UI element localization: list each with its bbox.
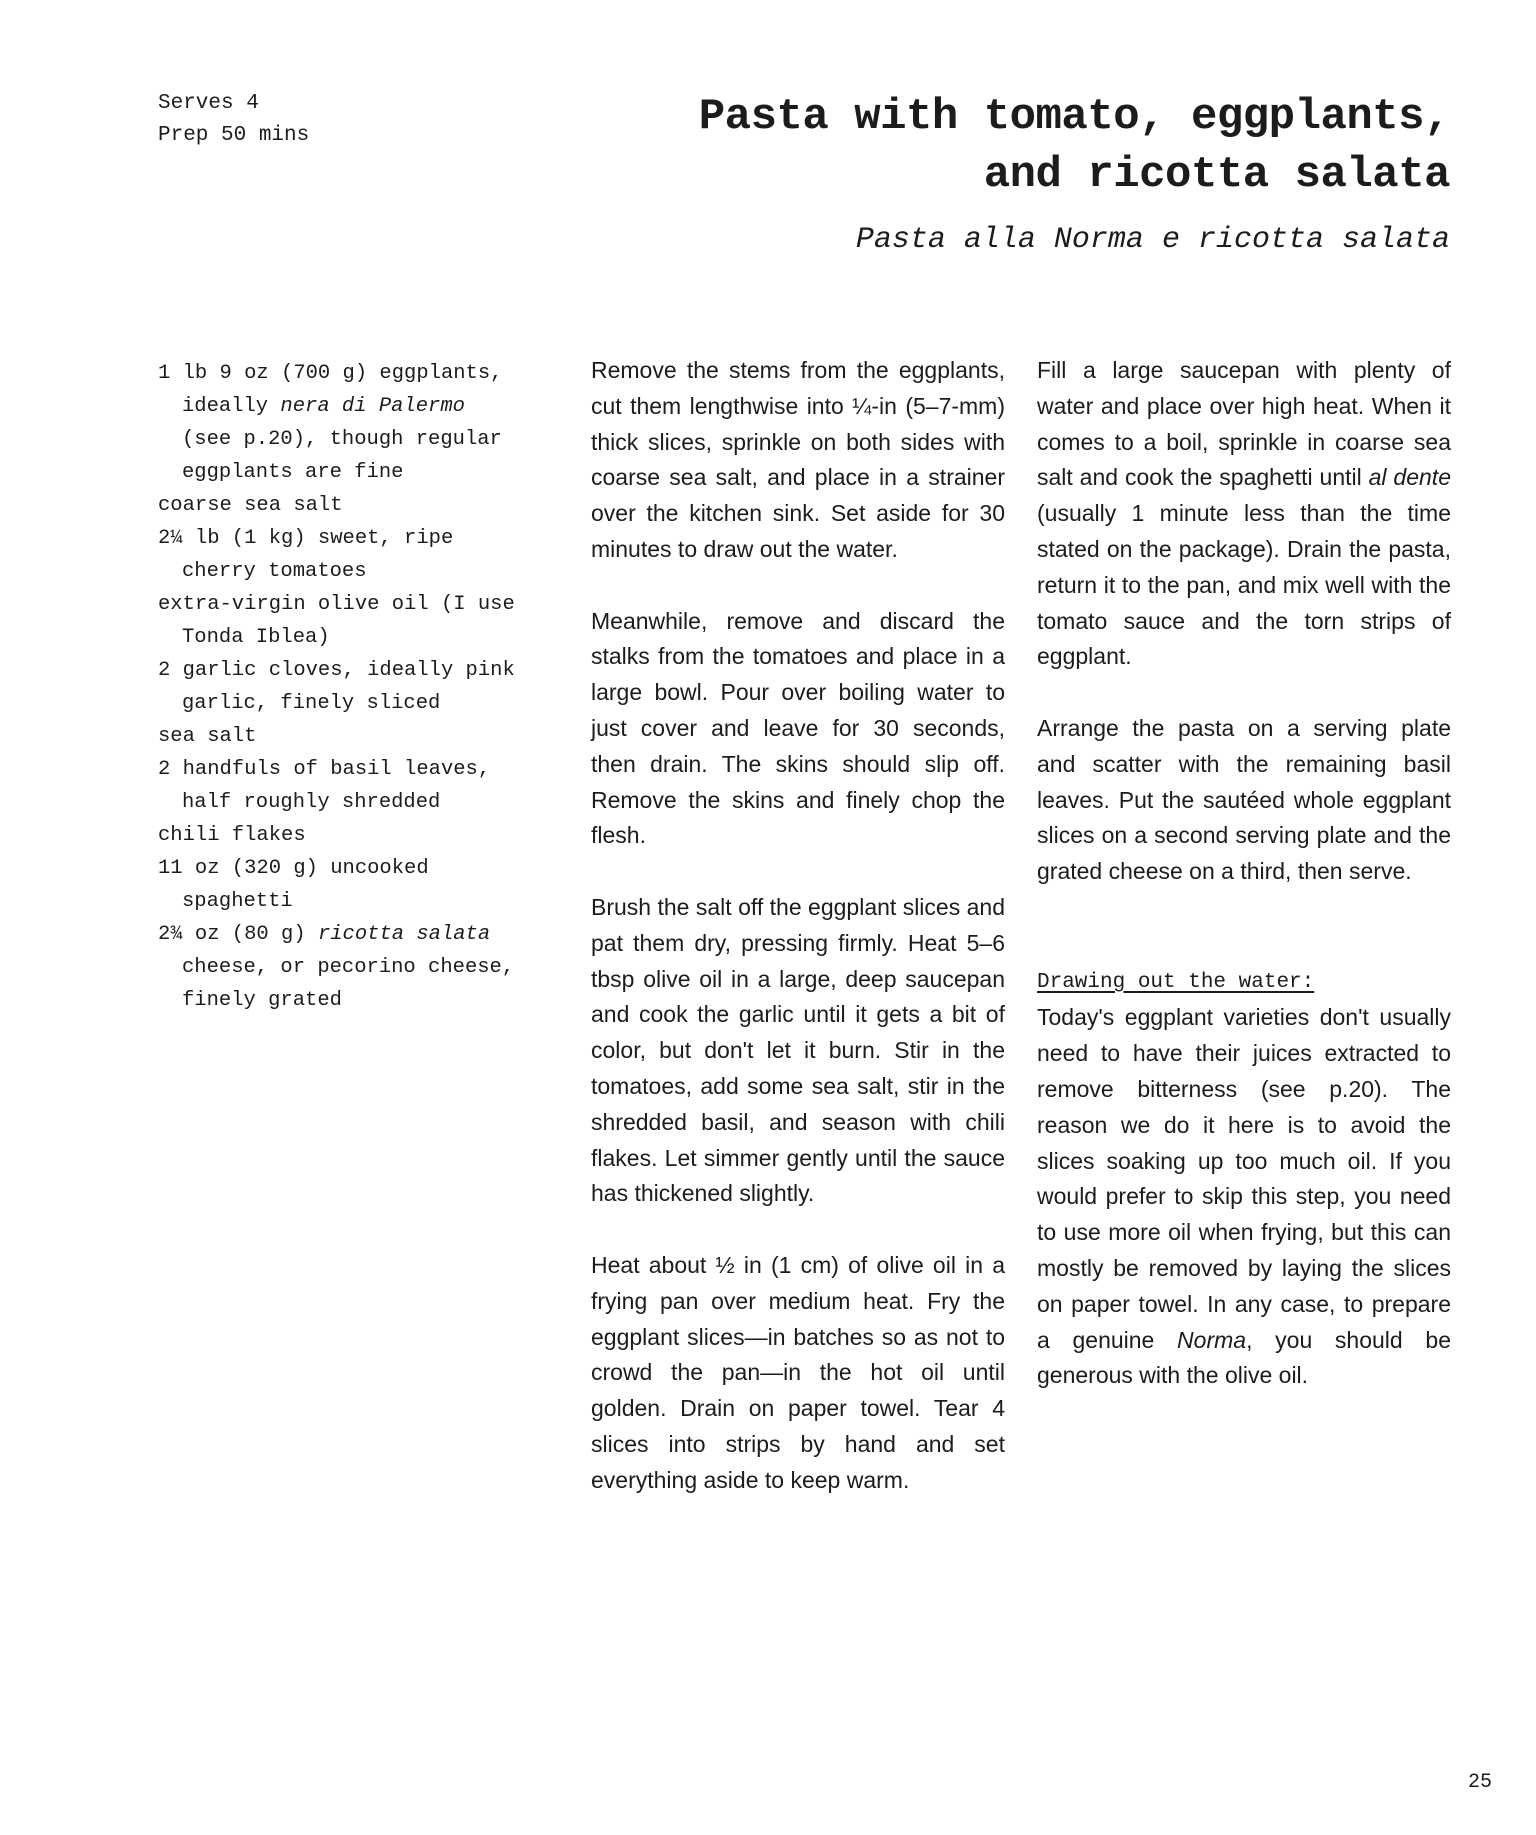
text-run: Heat about ½ in (1 cm) of olive oil in a frying pan over medium heat. Fry the eggplant slices—in batches so as not to crowd the pan—in the hot oil until golden. Drain on paper towel. Tear 4 slices into strips by hand and set everything aside to keep warm.	[591, 1251, 1005, 1493]
ingredient-item	[158, 753, 518, 819]
title-block	[699, 88, 1450, 260]
text-run: 2¼ lb (1 kg) sweet, ripe cherry tomatoes	[158, 527, 454, 583]
recipe-subtitle: Pasta alla Norma e ricotta salata	[855, 223, 1450, 257]
method-column-1	[591, 353, 1005, 1534]
recipe-title	[699, 88, 1450, 204]
text-run: Remove the stems from the eggplants, cut them lengthwise into ¼-in (5–7-mm) thick slices, sprinkle on both sides with coarse sea salt, and place in a strainer over the kitchen sink. Set aside for 30 minutes to draw out the water.	[591, 357, 1005, 562]
text-run: Meanwhile, remove and discard the stalks from the tomatoes and place in a large bowl. Pour over boiling water to just cover and leave for 30 seconds, then drain. The skins should slip off. Remove the skins and finely chop the flesh.	[591, 607, 1005, 849]
text-run: chili flakes	[158, 824, 306, 847]
method-step	[591, 1248, 1005, 1499]
method-step	[591, 890, 1005, 1212]
tip-note	[1037, 962, 1451, 1395]
ingredient-item	[158, 918, 518, 1017]
text-run: extra-virgin olive oil (I use Tonda Iblea)	[158, 593, 515, 649]
text-run: sea salt	[158, 725, 257, 748]
text-run: cheese, or pecorino cheese, finely grated	[182, 956, 515, 1012]
text-run: 2 garlic cloves, ideally pink garlic, finely sliced	[158, 659, 515, 715]
ingredient-item	[158, 720, 518, 753]
text-run: (usually 1 minute less than the time stated on the package). Drain the pasta, return it to the pan, and mix well with the tomato sauce and the torn strips of eggplant.	[1037, 500, 1451, 670]
text-run: coarse sea salt	[158, 494, 343, 517]
ingredient-item	[158, 852, 518, 918]
text-run: Fill a large saucepan with plenty of water and place over high heat. When it comes to a boil, sprinkle in coarse sea salt and cook the spaghetti until	[1037, 357, 1451, 491]
ingredient-item	[158, 588, 518, 654]
italic-term: ricotta salata	[317, 923, 491, 946]
tip-note-body	[1037, 1000, 1451, 1394]
ingredient-item	[158, 489, 518, 522]
ingredient-item	[158, 522, 518, 588]
text-run: 2 handfuls of basil leaves, half roughly shredded	[158, 758, 491, 814]
recipe-title-line-1: Pasta with tomato, eggplants,	[698, 92, 1450, 142]
ingredient-list	[158, 357, 518, 1017]
text-run: (see p.20), though regular eggplants are fine	[182, 428, 502, 484]
recipe-title-line-2: and ricotta salata	[983, 150, 1450, 200]
text-run: , you should be generous with the olive oil.	[1037, 1326, 1451, 1389]
method-step	[591, 604, 1005, 855]
tip-note-heading: Drawing out the water:	[1037, 970, 1315, 994]
method-step	[1037, 353, 1451, 675]
prep-time: Prep 50 mins	[158, 124, 310, 147]
ingredient-item	[158, 654, 518, 720]
recipe-meta	[158, 88, 309, 152]
italic-term: Norma	[1177, 1326, 1247, 1353]
page-number: 25	[1468, 1771, 1493, 1794]
serves-info: Serves 4	[158, 92, 259, 115]
method-step	[1037, 711, 1451, 890]
method-step	[591, 353, 1005, 568]
italic-term: al dente	[1368, 464, 1451, 491]
text-run: 2¾ oz (80 g)	[158, 923, 318, 946]
text-run: 1 lb 9 oz (700 g) eggplants, ideally	[158, 362, 503, 418]
text-run: Brush the salt off the eggplant slices and pat them dry, pressing firmly. Heat 5–6 tbsp olive oil in a large, deep saucepan and cook the garlic until it gets a bit of color, but don't let it burn. Stir in the tomatoes, add some sea salt, stir in the shredded basil, and season with chili flakes. Let simmer gently until the sauce has thickened slightly.	[591, 893, 1005, 1207]
italic-term: nera di Palermo	[280, 395, 465, 418]
method-column-2	[1037, 353, 1451, 1394]
ingredient-item	[158, 357, 518, 489]
text-run: Arrange the pasta on a serving plate and scatter with the remaining basil leaves. Put the sautéed whole eggplant slices on a second serving plate and the grated cheese on a third, then serve.	[1037, 714, 1451, 885]
ingredient-item	[158, 819, 518, 852]
text-run: 11 oz (320 g) uncooked spaghetti	[158, 857, 429, 913]
method-column-2-steps	[1037, 353, 1451, 890]
text-run: Today's eggplant varieties don't usually need to have their juices extracted to remove bitterness (see p.20). The reason we do it here is to avoid the slices soaking up too much oil. If you would prefer to skip this step, you need to use more oil when frying, but this can mostly be removed by laying the slices on paper towel. In any case, to prepare a genuine	[1037, 1004, 1451, 1353]
